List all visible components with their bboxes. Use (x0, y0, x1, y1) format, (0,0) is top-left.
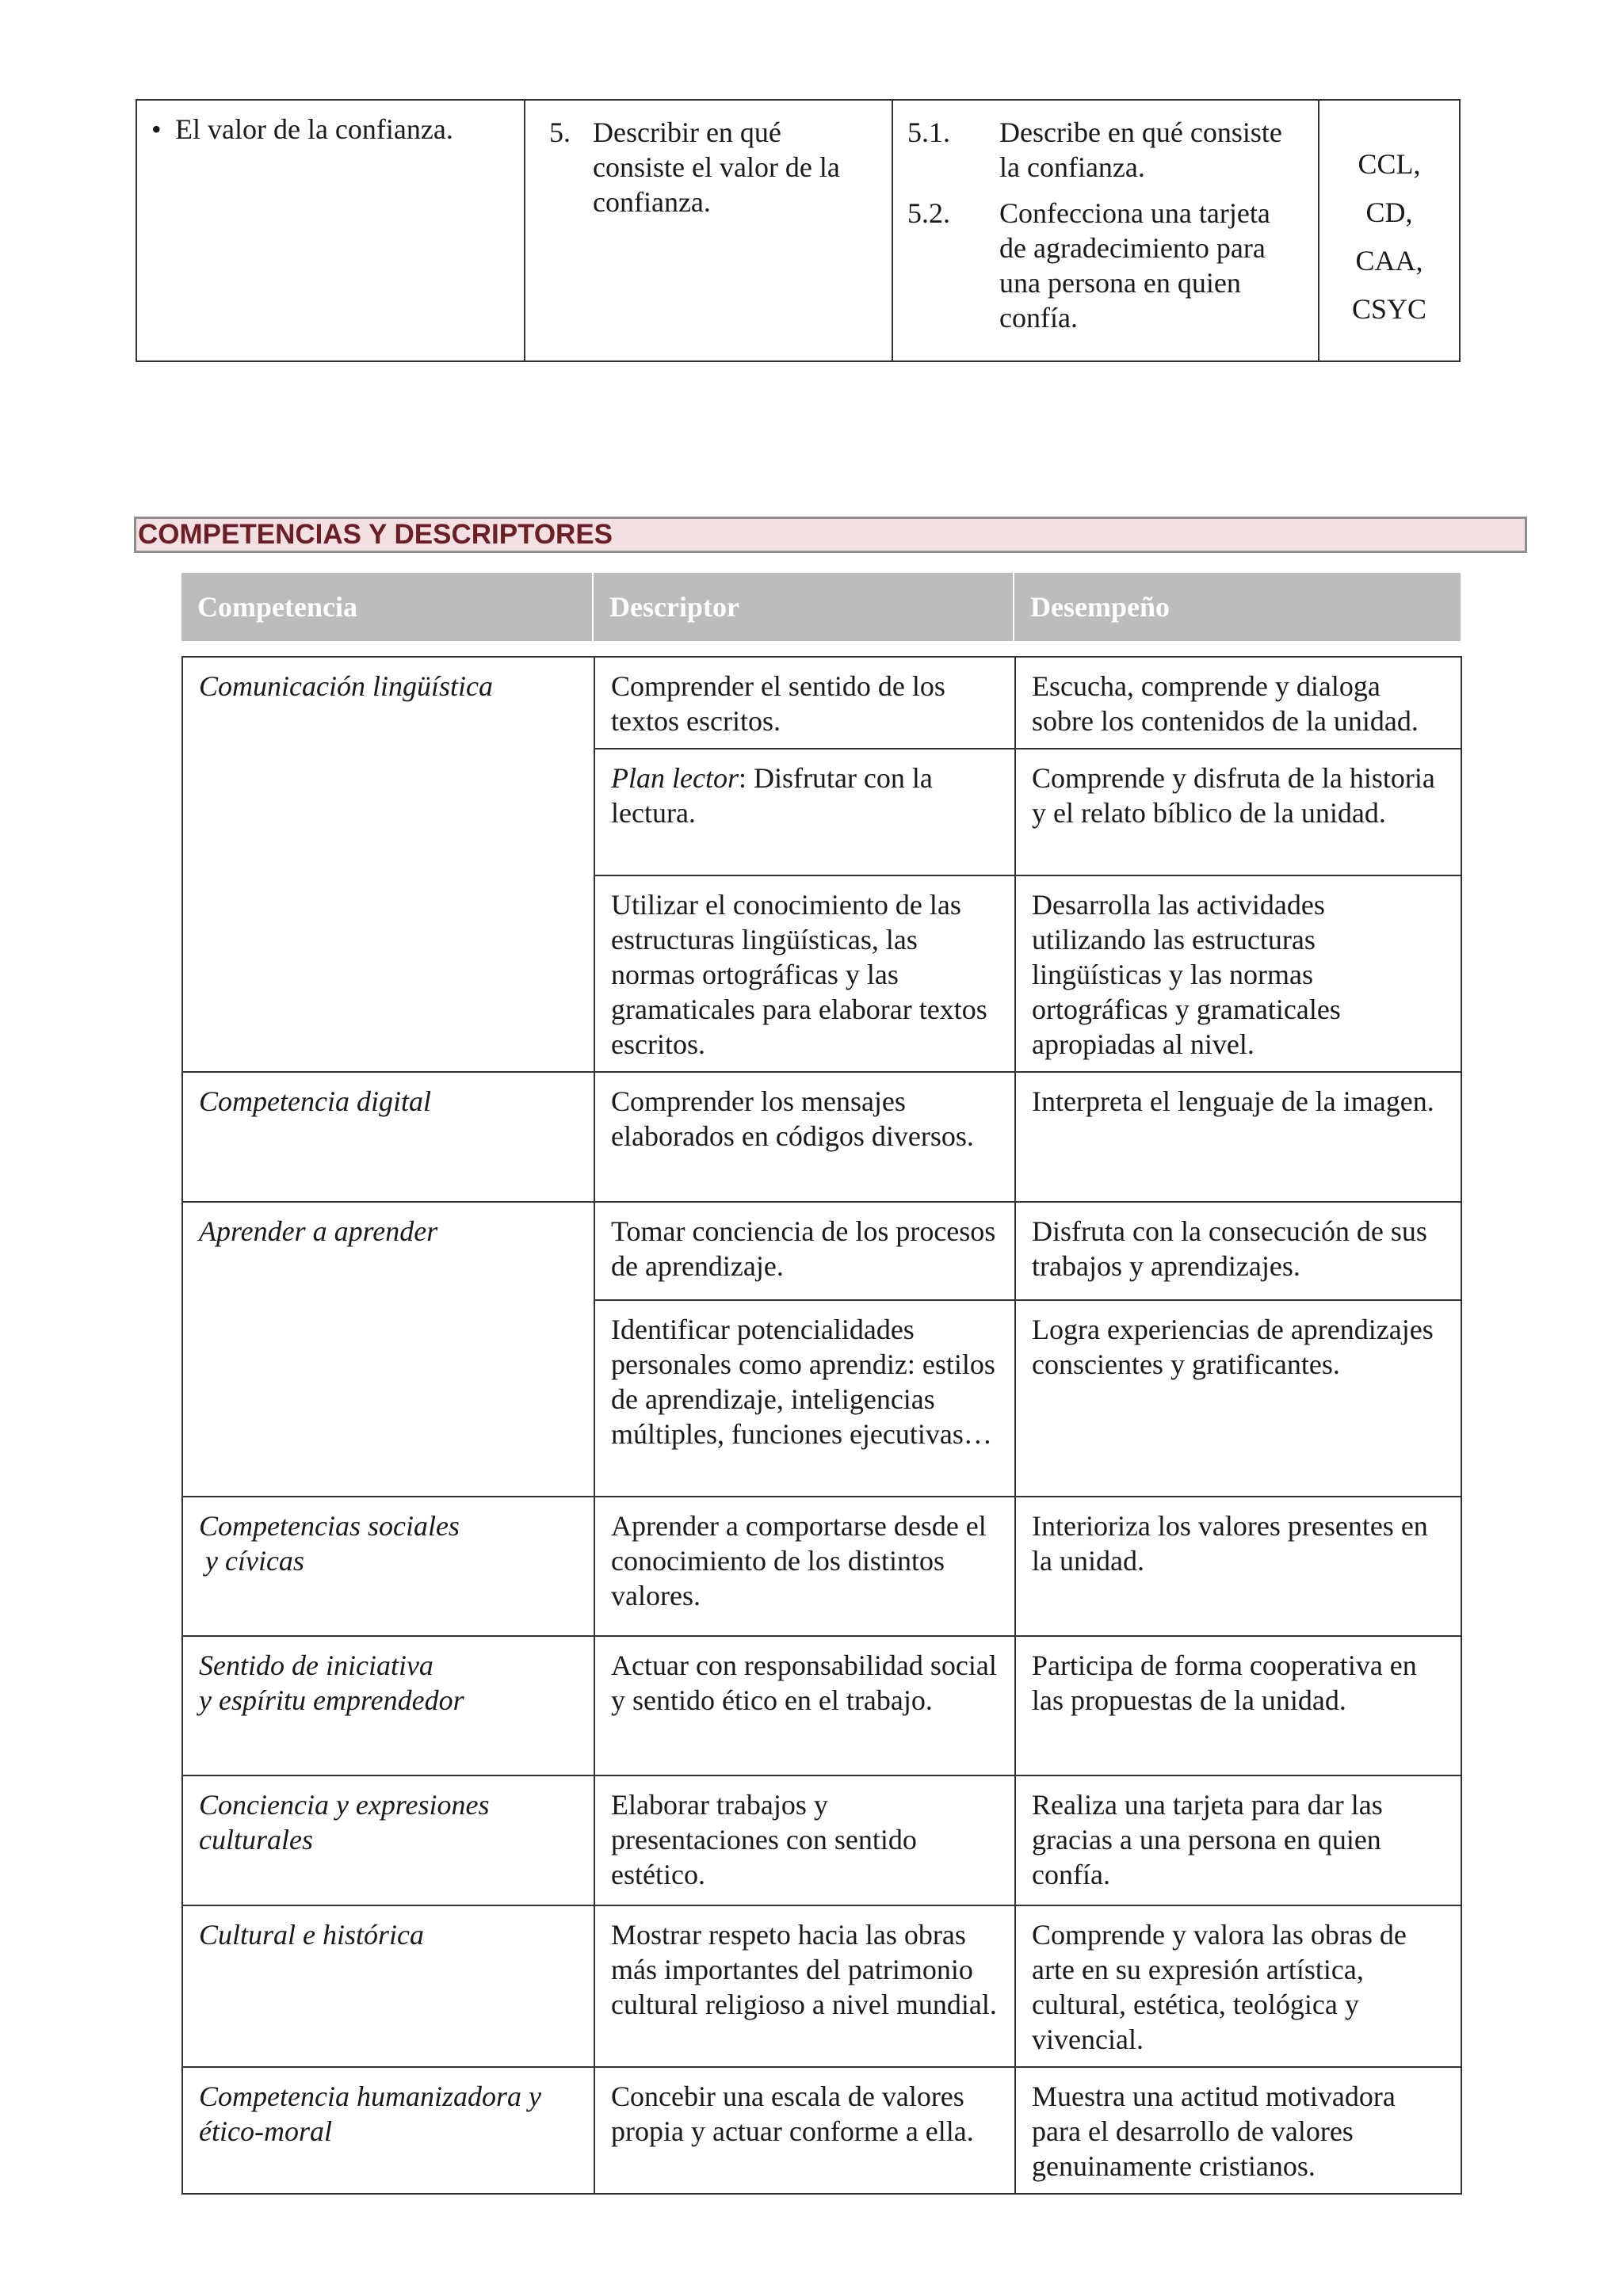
criterion-number: 5. (549, 116, 571, 148)
competences-list (1319, 101, 1459, 334)
content-cell (136, 100, 525, 361)
table-row (136, 100, 1460, 361)
performance-cell: Interioriza los valores presentes en la unidad. (1015, 1497, 1461, 1636)
header-desempeno: Desempeño (1014, 573, 1461, 641)
standard-text: Describe en qué consiste la confianza. (999, 116, 1282, 183)
performance-cell: Escucha, comprende y dialoga sobre los contenidos de la unidad. (1015, 657, 1461, 749)
performance-cell: Interpreta el lenguaje de la imagen. (1015, 1072, 1461, 1202)
table-row (182, 1072, 1461, 1202)
header-competencia: Competencia (181, 573, 592, 641)
competence-name-line: y espíritu emprendedor (199, 1684, 464, 1716)
list-item (137, 101, 524, 147)
section-title: COMPETENCIAS Y DESCRIPTORES (134, 517, 1527, 553)
competencies-table (181, 656, 1462, 2195)
descriptor-cell: Aprender a comportarse desde el conocimiento de los distintos valores. (594, 1497, 1015, 1636)
descriptor-cell: Comprender el sentido de los textos escritos. (594, 657, 1015, 749)
descriptor-cell: Utilizar el conocimiento de las estructuras lingüísticas, las normas ortográficas y las gramaticales para elaborar textos escritos. (594, 875, 1015, 1072)
competence-name: Cultural e histórica (182, 1905, 594, 2067)
performance-cell: Comprende y disfruta de la historia y el relato bíblico de la unidad. (1015, 749, 1461, 875)
competence-code: CSYC (1351, 293, 1427, 325)
table-row (182, 1775, 1461, 1905)
descriptor-cell: Actuar con responsabilidad social y sentido ético en el trabajo. (594, 1636, 1015, 1775)
standard-text: Confecciona una tarjeta de agradecimiento para una persona en quien confía. (999, 197, 1270, 334)
descriptor-cell: Identificar potencialidades personales como aprendiz: estilos de aprendizaje, inteligencias múltiples, funciones ejecutivas… (594, 1300, 1015, 1497)
competence-name-line: Sentido de iniciativa (199, 1650, 433, 1681)
competence-name: Competencia digital (182, 1072, 594, 1202)
performance-cell: Disfruta con la consecución de sus trabajos y aprendizajes. (1015, 1202, 1461, 1300)
table-row (182, 1905, 1461, 2067)
competences-cell (1319, 100, 1460, 361)
table-row (182, 1636, 1461, 1775)
descriptor-cell: Elaborar trabajos y presentaciones con sentido estético. (594, 1775, 1015, 1905)
objectives-table (136, 99, 1461, 362)
table-row (182, 1202, 1461, 1300)
table-row (182, 1497, 1461, 1636)
bullet-icon: • (151, 113, 162, 145)
performance-cell: Comprende y valora las obras de arte en su expresión artística, cultural, estética, teológica y vivencial. (1015, 1905, 1461, 2067)
competence-name: Comunicación lingüística (182, 657, 594, 1072)
list-item (893, 185, 1318, 335)
descriptor-cell: Comprender los mensajes elaborados en códigos diversos. (594, 1072, 1015, 1202)
competence-name (182, 1636, 594, 1775)
performance-cell: Logra experiencias de aprendizajes conscientes y gratificantes. (1015, 1300, 1461, 1497)
standard-number: 5.2. (907, 197, 950, 229)
descriptor-text: : Disfrutar con la lectura. (611, 762, 933, 829)
table-row (182, 657, 1461, 749)
descriptor-cell (594, 749, 1015, 875)
criterion-text: Describir en qué consiste el valor de la confianza. (593, 116, 840, 218)
list-item (525, 101, 892, 219)
competence-code: CAA, (1355, 245, 1423, 277)
descriptor-italic: Plan lector (611, 762, 739, 794)
header-descriptor: Descriptor (594, 573, 1013, 641)
descriptor-cell: Tomar conciencia de los procesos de aprendizaje. (594, 1202, 1015, 1300)
competence-name: Conciencia y expresiones culturales (182, 1775, 594, 1905)
competence-code: CCL, (1358, 148, 1421, 180)
performance-cell: Desarrolla las actividades utilizando las estructuras lingüísticas y las normas ortográficas y gramaticales apropiadas al nivel. (1015, 875, 1461, 1072)
standards-cell (892, 100, 1319, 361)
descriptor-cell: Concebir una escala de valores propia y actuar conforme a ella. (594, 2067, 1015, 2194)
competence-code: CD, (1365, 196, 1413, 228)
table-header (181, 573, 1461, 641)
performance-cell: Participa de forma cooperativa en las propuestas de la unidad. (1015, 1636, 1461, 1775)
list-item (893, 101, 1318, 185)
competence-name: Competencia humanizadora y ético-moral (182, 2067, 594, 2194)
content-text: El valor de la confianza. (175, 113, 453, 145)
standard-number: 5.1. (907, 116, 950, 148)
competence-name-line: Competencias sociales (199, 1510, 460, 1542)
performance-cell: Muestra una actitud motivadora para el desarrollo de valores genuinamente cristianos. (1015, 2067, 1461, 2194)
table-row (182, 2067, 1461, 2194)
descriptor-cell: Mostrar respeto hacia las obras más importantes del patrimonio cultural religioso a nivel mundial. (594, 1905, 1015, 2067)
criterion-cell (525, 100, 892, 361)
competence-name: Aprender a aprender (182, 1202, 594, 1497)
performance-cell: Realiza una tarjeta para dar las gracias a una persona en quien confía. (1015, 1775, 1461, 1905)
competence-name (182, 1497, 594, 1636)
competence-name-line: y cívicas (205, 1545, 304, 1577)
